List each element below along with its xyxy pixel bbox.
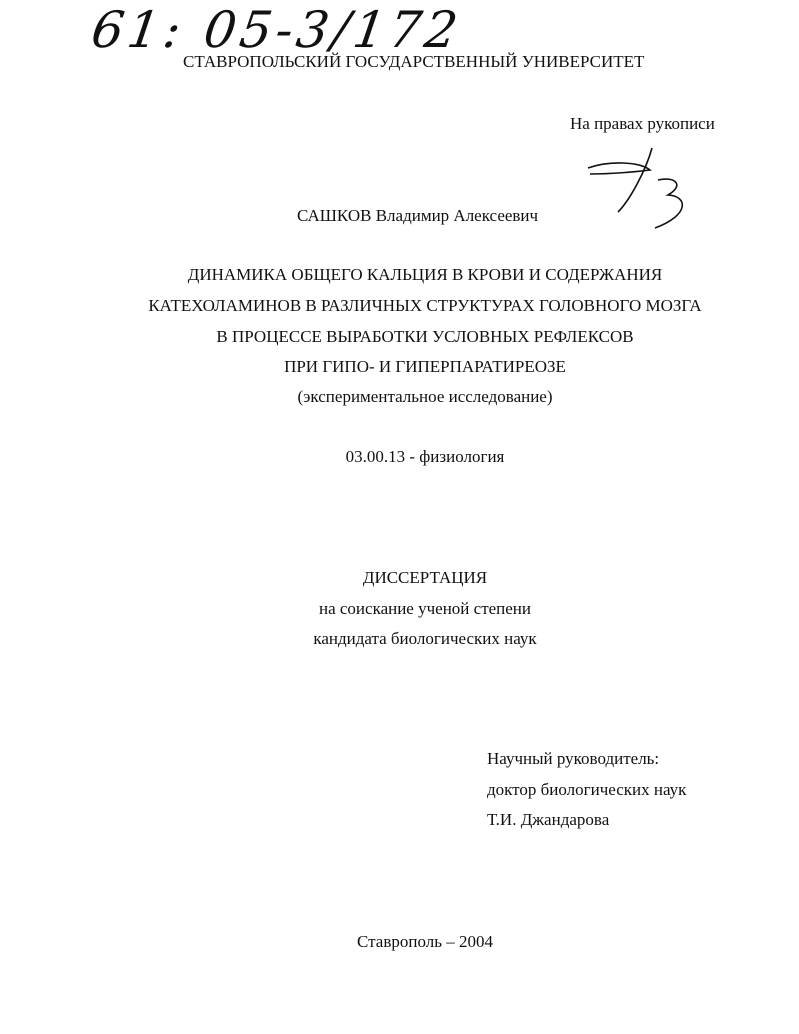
university-name: СТАВРОПОЛЬСКИЙ ГОСУДАРСТВЕННЫЙ УНИВЕРСИТЕТ (183, 52, 645, 71)
manuscript-note: На правах рукописи (570, 114, 715, 133)
supervisor-label: Научный руководитель: (487, 749, 660, 768)
title-line: КАТЕХОЛАМИНОВ В РАЗЛИЧНЫХ СТРУКТУРАХ ГОЛОВНОГО МОЗГА (148, 296, 702, 315)
document-type: ДИССЕРТАЦИЯ (362, 568, 488, 587)
city-year: Ставрополь – 2004 (357, 932, 493, 951)
specialty: 03.00.13 - физиология (345, 447, 505, 466)
supervisor-degree: доктор биологических наук (487, 780, 687, 799)
subtitle: (экспериментальное исследование) (297, 387, 553, 406)
title-line: ДИНАМИКА ОБЩЕГО КАЛЬЦИЯ В КРОВИ И СОДЕРЖАНИЯ (187, 265, 663, 284)
signature (580, 140, 700, 235)
author-name: САШКОВ Владимир Алексеевич (297, 206, 539, 225)
degree-line: кандидата биологических наук (313, 629, 537, 648)
handwritten-archive-number: 61: 05-3/172 (87, 1, 466, 59)
title-line: В ПРОЦЕССЕ ВЫРАБОТКИ УСЛОВНЫХ РЕФЛЕКСОВ (216, 327, 634, 346)
supervisor-name: Т.И. Джандарова (487, 810, 610, 829)
degree-line: на соискание ученой степени (318, 599, 532, 618)
title-line: ПРИ ГИПО- И ГИПЕРПАРАТИРЕОЗЕ (284, 357, 566, 376)
